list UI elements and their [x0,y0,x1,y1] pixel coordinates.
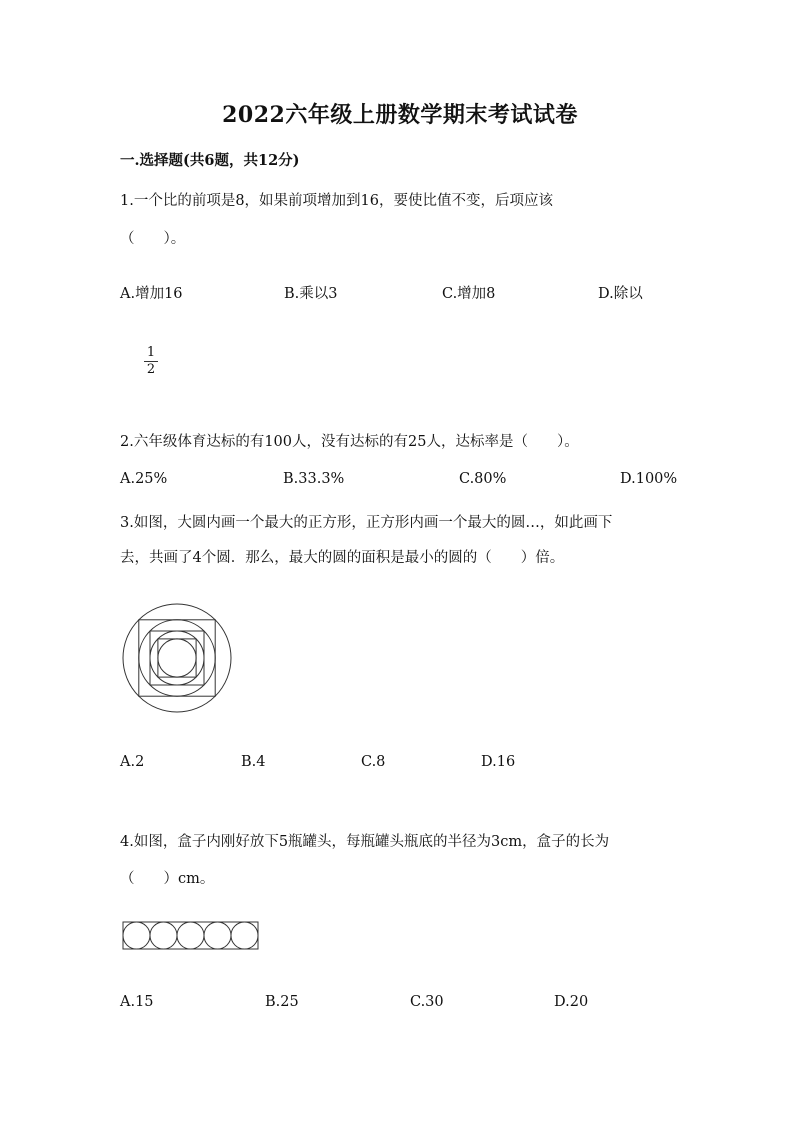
question-3-option-b: B.4 [241,754,266,770]
question-1-option-c: C.增加8 [442,286,496,302]
question-4-option-a: A.15 [120,994,154,1010]
question-4-text-line1: 4.如图，盒子内刚好放下5瓶罐头，每瓶罐头瓶底的半径为3cm，盒子的长为 [120,834,610,850]
question-3-text-line1: 3.如图，大圆内画一个最大的正方形，正方形内画一个最大的圆…，如此画下 [120,515,613,531]
can-3 [177,922,204,949]
question-1-option-d-fraction [144,346,158,377]
question-4-option-b: B.25 [265,994,299,1010]
question-2-option-c: C.80% [459,471,507,487]
question-2-option-a: A.25% [120,471,168,487]
question-3-option-d: D.16 [481,754,516,770]
section-heading: 一.选择题(共6题，共12分) [120,152,300,169]
fraction-denominator: 2 [146,362,156,377]
question-1-text-line1: 1.一个比的前项是8，如果前项增加到16，要使比值不变，后项应该 [120,193,554,209]
question-1-option-a: A.增加16 [120,286,183,302]
nested-circles-squares-figure [118,599,236,717]
question-4-option-c: C.30 [410,994,444,1010]
question-3-option-a: A.2 [120,754,145,770]
can-2 [150,922,177,949]
can-4 [204,922,231,949]
can-5 [231,922,258,949]
question-4-text-line2: （ ）cm。 [120,871,215,887]
question-2-option-d: D.100% [620,471,678,487]
box-with-cans-figure [122,921,260,951]
question-1-option-d: D.除以 [598,286,643,302]
box-outline [123,922,258,949]
question-2-text: 2.六年级体育达标的有100人，没有达标的有25人，达标率是（ ）。 [120,434,579,450]
question-1-text-line2: （ ）。 [120,231,186,247]
question-4-option-d: D.20 [554,994,589,1010]
can-1 [123,922,150,949]
circle-4 [158,639,196,677]
exam-title: 2022六年级上册数学期末考试试卷 [222,102,578,128]
question-3-option-c: C.8 [361,754,386,770]
question-2-option-b: B.33.3% [283,471,345,487]
question-3-text-line2: 去，共画了4个圆．那么，最大的圆的面积是最小的圆的（ ）倍。 [120,550,565,566]
fraction-numerator: 1 [146,345,156,360]
question-1-option-b: B.乘以3 [284,286,338,302]
